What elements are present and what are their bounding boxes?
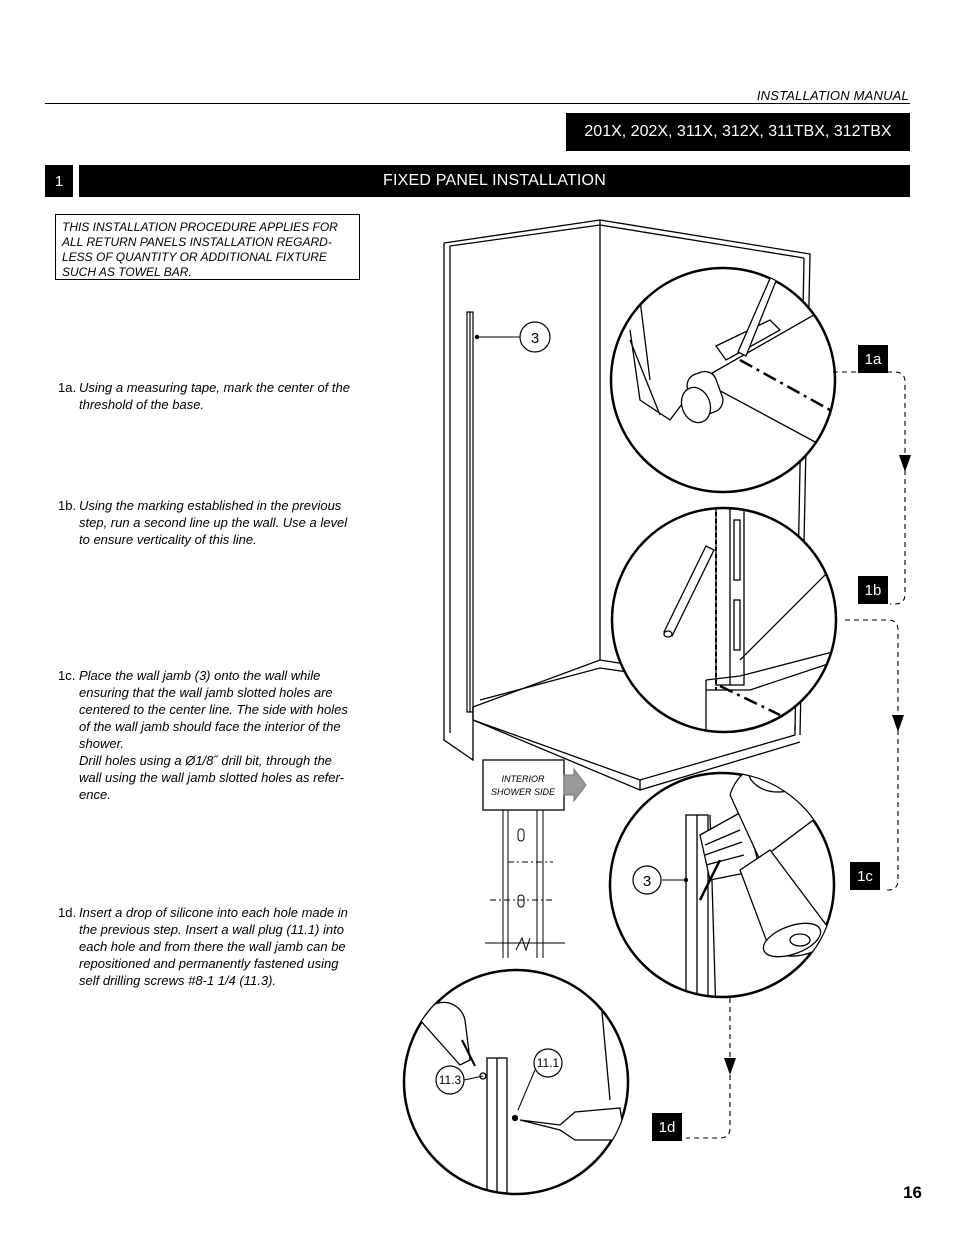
step-text-line: Drill holes using a Ø1/8˝ drill bit, through the	[79, 753, 332, 768]
note-line: ALL RETURN PANELS INSTALLATION REGARD-	[62, 235, 332, 249]
step-text-line: centered to the center line. The side with holes	[79, 702, 348, 717]
detail-circle-1b	[612, 505, 840, 732]
step-number: 1c.	[58, 668, 76, 683]
wall-jamb-3	[467, 312, 473, 712]
step-text-line: of the wall jamb should face the interior of the	[79, 719, 341, 734]
interior-shower-side-label	[483, 760, 586, 810]
step-text-line: repositioned and permanently fastened using	[79, 956, 339, 971]
interior-label-line-2: SHOWER SIDE	[490, 787, 556, 797]
step-text-line: Place the wall jamb (3) onto the wall while	[79, 668, 321, 683]
callout-1d: 1d	[652, 1113, 682, 1141]
callout-1b: 1b	[858, 576, 888, 604]
step-text-line: the previous step. Insert a wall plug (11.1) into	[79, 922, 344, 937]
step-text-line: shower.	[79, 736, 125, 751]
note-line: LESS OF QUANTITY OR ADDITIONAL FIXTURE	[62, 250, 327, 264]
step-number: 1a.	[58, 380, 77, 395]
model-list-banner: 201X, 202X, 311X, 312X, 311TBX, 312TBX	[566, 113, 910, 151]
part-label-screw: 11.3	[438, 1073, 462, 1087]
page-number: 16	[903, 1183, 922, 1202]
step-text-line: each hole and from there the wall jamb can be	[79, 939, 346, 954]
leader-dot	[684, 878, 688, 882]
step-text-line: wall using the wall jamb slotted holes as refer-	[79, 770, 344, 785]
interior-label-line-1: INTERIOR	[501, 774, 545, 784]
part-label-plug: 11.1	[536, 1056, 560, 1070]
step-text-line: step, run a second line up the wall. Use a level	[79, 515, 348, 530]
part-label-jamb: 3	[530, 330, 540, 347]
step-number: 1d.	[58, 905, 77, 920]
step-text-line: threshold of the base.	[79, 397, 205, 412]
section-title: FIXED PANEL INSTALLATION	[79, 165, 910, 197]
manual-label: INSTALLATION MANUAL	[756, 88, 909, 103]
step-text-line: ence.	[79, 787, 111, 802]
step-text-line: Using a measuring tape, mark the center of the	[79, 380, 350, 395]
section-number: 1	[45, 165, 73, 197]
step-text-line: self drilling screws #8-1 1/4 (11.3).	[79, 973, 277, 988]
note-line: SUCH AS TOWEL BAR.	[62, 265, 192, 279]
step-text-line: Insert a drop of silicone into each hole made in	[79, 905, 348, 920]
step-number: 1b.	[58, 498, 77, 513]
section-view	[485, 810, 565, 958]
callout-1a: 1a	[858, 345, 888, 373]
detail-circle-1d	[404, 970, 628, 1218]
step-text-line: Using the marking established in the previous	[79, 498, 342, 513]
note-line: THIS INSTALLATION PROCEDURE APPLIES FOR	[62, 220, 338, 234]
step-text-line: ensuring that the wall jamb slotted holes are	[79, 685, 333, 700]
callout-1c: 1c	[850, 862, 880, 890]
step-text-line: to ensure verticality of this line.	[79, 532, 257, 547]
leader-dot	[475, 335, 479, 339]
part-label-jamb-detail: 3	[642, 873, 652, 890]
